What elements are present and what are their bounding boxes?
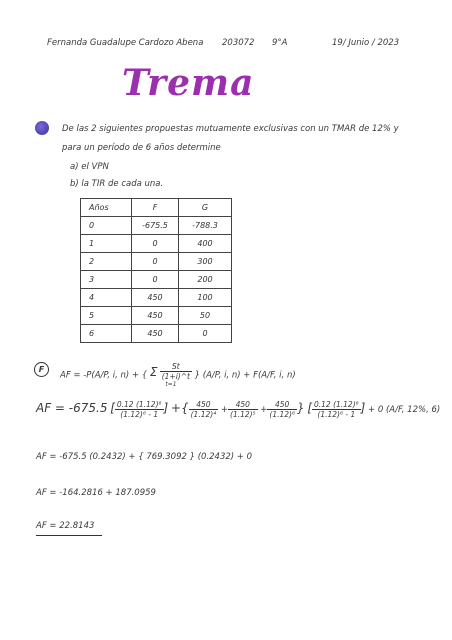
sum-denominator: (1+i)^t: [161, 372, 190, 381]
solution-label-circle: F: [34, 362, 49, 377]
capital-recovery-fraction-1: $\frac{\text{0.12 (1.12)⁶}}{\text{(1.12)⁶ - 1}}$: [116, 400, 162, 419]
group: 9°A: [272, 38, 288, 48]
col-header-f: F: [132, 199, 179, 217]
pv-term-5: $\frac{450}{\text{(1.12)⁵}}$: [230, 400, 256, 419]
sigma-icon: Σ: [149, 364, 158, 379]
formula-rhs: } (A/P, i, n) + F(A/F, i, n): [194, 370, 296, 381]
cell-year: 4: [81, 289, 132, 307]
cell-f: 450: [132, 289, 179, 307]
problem-item-a: a) el VPN: [70, 162, 109, 172]
cell-g: 50: [179, 307, 232, 325]
expanded-tail: + 0 (A/F, 12%, 6): [368, 405, 441, 415]
capital-recovery-fraction-2: $\frac{\text{0.12 (1.12)⁶}}{\text{(1.12)⁶ - 1}}$: [314, 400, 359, 419]
cell-year: 0: [81, 217, 132, 235]
sum-block: [150, 362, 192, 388]
table-row: [81, 325, 232, 343]
cell-g: 300: [179, 253, 232, 271]
table-row: [81, 217, 232, 235]
cell-year: 2: [81, 253, 132, 271]
cell-year: 6: [81, 325, 132, 343]
cell-g: 200: [179, 271, 232, 289]
col-header-g: G: [179, 199, 232, 217]
bullet-icon: [35, 121, 49, 135]
problem-item-b: b) la TIR de cada una.: [70, 179, 164, 189]
formula-line: [60, 362, 296, 388]
cell-f: 0: [132, 235, 179, 253]
page-title: Trema: [122, 62, 255, 104]
pv-term-4: $\frac{450}{\text{(1.12)⁴}}$: [190, 400, 217, 419]
table-row: [81, 307, 232, 325]
cell-f: 450: [132, 307, 179, 325]
cell-year: 5: [81, 307, 132, 325]
table-row: [81, 289, 232, 307]
student-id: 203072: [222, 38, 255, 48]
cell-g: 100: [179, 289, 232, 307]
formula-lhs: AF = -P(A/P, i, n) + {: [60, 370, 148, 381]
sum-numerator: St: [160, 362, 192, 372]
student-name: Fernanda Guadalupe Cardozo Abena: [47, 38, 204, 48]
table-row: [81, 271, 232, 289]
expanded-line: AF = -675.5 [ $\frac{\text{0.12 (1.12)⁶}}{\text{(1.12)⁶ - 1}}$ ] +{ $\frac{450}{\text{(1.12)⁴}}$ + $\frac{450}{\text{(1.12)⁵}}$ + $\frac{450}{\text{(1.12)⁶}}$ } [ $\frac{\text{0.12 (1.12)⁶}}{\text{(1.12)⁶ - 1}}$ ] + 0 (A/F, 12%, 6): [36, 400, 441, 419]
sum-index: t=1: [165, 381, 177, 388]
final-answer: AF = 22.8143: [36, 521, 102, 536]
cell-g: 400: [179, 235, 232, 253]
table-row: [81, 235, 232, 253]
pv-term-6: $\frac{450}{\text{(1.12)⁶}}$: [269, 400, 295, 419]
cell-g: 0: [179, 325, 232, 343]
problem-line-1: De las 2 siguientes propuestas mutuamente exclusivas con un TMAR de 12% y: [62, 124, 399, 134]
cell-f: 450: [132, 325, 179, 343]
col-header-years: Años: [81, 199, 132, 217]
cash-flow-table: [80, 198, 232, 343]
date: 19/ Junio / 2023: [332, 38, 400, 48]
problem-line-2: para un período de 6 años determine: [62, 143, 221, 153]
result-line-4: AF = -164.2816 + 187.0959: [36, 488, 156, 498]
cell-year: 1: [81, 235, 132, 253]
table-row: [81, 253, 232, 271]
expanded-lhs: AF = -675.5: [36, 401, 108, 415]
cell-f: -675.5: [132, 217, 179, 235]
cell-f: 0: [132, 253, 179, 271]
cell-year: 3: [81, 271, 132, 289]
result-line-3: AF = -675.5 (0.2432) + { 769.3092 } (0.2432) + 0: [36, 452, 253, 462]
cell-f: 0: [132, 271, 179, 289]
cell-g: -788.3: [179, 217, 232, 235]
table-header-row: [81, 199, 232, 217]
sum-fraction: [160, 362, 192, 381]
